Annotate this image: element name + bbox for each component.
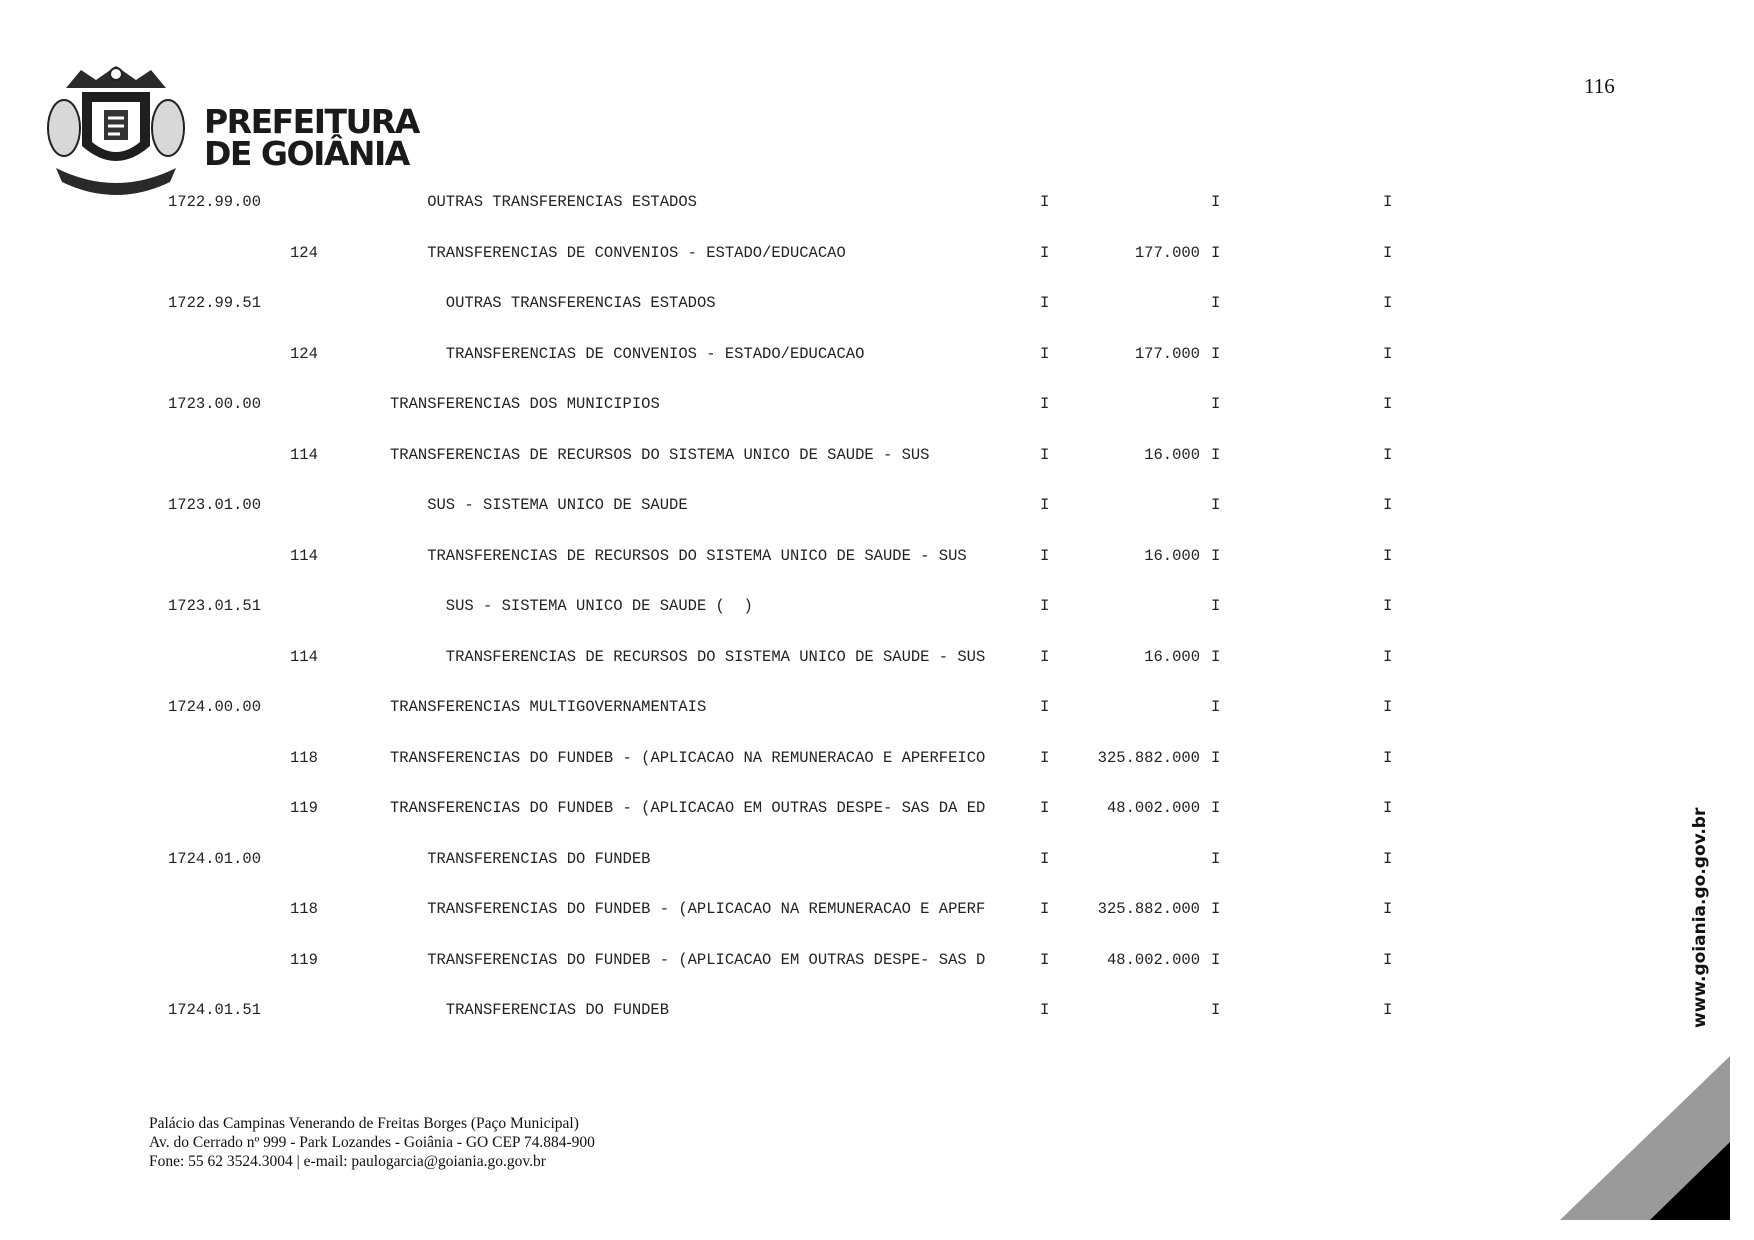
column-separator: I	[1383, 496, 1393, 514]
column-separator: I	[1040, 294, 1050, 312]
account-description: OUTRAS TRANSFERENCIAS ESTADOS	[427, 193, 697, 211]
table-row	[0, 749, 1420, 773]
column-separator: I	[1383, 395, 1393, 413]
corner-triangle-decoration	[1560, 1056, 1730, 1220]
account-code: 1722.99.00	[168, 193, 262, 211]
source-code: 118	[290, 748, 318, 767]
account-description: TRANSFERENCIAS DOS MUNICIPIOS	[390, 395, 660, 413]
column-separator: I	[1383, 243, 1393, 262]
table-row	[0, 698, 1420, 722]
header-logo	[36, 58, 419, 198]
table-row	[0, 1001, 1420, 1025]
footer-line-3: Fone: 55 62 3524.3004 | e-mail: paulogarcia@goiania.go.gov.br	[149, 1153, 546, 1170]
column-separator: I	[1383, 193, 1393, 211]
column-separator: I	[1211, 344, 1221, 363]
account-description: OUTRAS TRANSFERENCIAS ESTADOS	[445, 294, 716, 312]
page-number: 116	[1584, 74, 1615, 98]
column-separator: I	[1211, 546, 1221, 565]
column-separator: I	[1040, 1001, 1050, 1019]
logo-title-line2: DE GOIÂNIA	[204, 134, 409, 173]
account-code: 1723.01.51	[168, 597, 262, 615]
column-separator: I	[1040, 344, 1050, 363]
account-description: TRANSFERENCIAS DE RECURSOS DO SISTEMA UNICO DE SAUDE - SUS	[445, 647, 986, 666]
column-separator: I	[1211, 294, 1221, 312]
column-separator: I	[1211, 748, 1221, 767]
column-separator: I	[1383, 344, 1393, 363]
source-code: 119	[290, 950, 318, 969]
column-separator: I	[1383, 597, 1393, 615]
column-separator: I	[1040, 445, 1050, 464]
column-separator: I	[1211, 445, 1221, 464]
footer-address	[149, 1114, 595, 1171]
account-description: SUS - SISTEMA UNICO DE SAUDE ( )	[445, 597, 753, 615]
account-description: TRANSFERENCIAS DO FUNDEB - (APLICACAO EM OUTRAS DESPE- SAS DA ED	[390, 799, 986, 817]
footer-line-1: Palácio das Campinas Venerando de Freitas Borges (Paço Municipal)	[149, 1115, 579, 1132]
column-separator: I	[1040, 496, 1050, 514]
column-separator: I	[1040, 546, 1050, 565]
account-description: TRANSFERENCIAS DO FUNDEB	[427, 849, 651, 868]
account-code: 1723.00.00	[168, 395, 262, 413]
website-url: www.goiania.go.gov.br	[1690, 807, 1710, 1028]
source-code: 119	[290, 799, 318, 817]
column-separator: I	[1383, 900, 1393, 918]
table-row	[0, 951, 1420, 975]
account-code: 1722.99.51	[168, 294, 262, 312]
table-row	[0, 294, 1420, 318]
table-row	[0, 446, 1420, 470]
account-description: TRANSFERENCIAS DE CONVENIOS - ESTADO/EDUCACAO	[427, 243, 846, 262]
column-separator: I	[1211, 395, 1221, 413]
account-description: TRANSFERENCIAS DO FUNDEB	[445, 1001, 670, 1019]
column-separator: I	[1383, 748, 1393, 767]
column-separator: I	[1040, 748, 1050, 767]
column-separator: I	[1040, 698, 1050, 716]
column-separator: I	[1383, 1001, 1393, 1019]
column-separator: I	[1383, 950, 1393, 969]
table-row	[0, 850, 1420, 874]
column-separator: I	[1040, 849, 1050, 868]
city-seal-icon	[36, 58, 196, 198]
column-separator: I	[1211, 647, 1221, 666]
column-separator: I	[1211, 849, 1221, 868]
account-code: 1723.01.00	[168, 496, 262, 514]
source-code: 114	[290, 546, 318, 565]
column-separator: I	[1211, 698, 1221, 716]
column-separator: I	[1211, 799, 1221, 817]
account-description: TRANSFERENCIAS DE CONVENIOS - ESTADO/EDUCACAO	[445, 344, 865, 363]
table-row	[0, 799, 1420, 823]
source-code: 124	[290, 243, 318, 262]
amount-value: 16.000	[1144, 546, 1200, 565]
column-separator: I	[1211, 900, 1221, 918]
logo-title-line1: PREFEITURA	[204, 102, 419, 141]
table-row	[0, 597, 1420, 621]
amount-value: 177.000	[1134, 243, 1200, 262]
column-separator: I	[1211, 597, 1221, 615]
column-separator: I	[1383, 294, 1393, 312]
source-code: 114	[290, 445, 318, 464]
source-code: 118	[290, 900, 318, 918]
table-row	[0, 547, 1420, 571]
account-description: SUS - SISTEMA UNICO DE SAUDE	[427, 496, 688, 514]
column-separator: I	[1383, 546, 1393, 565]
table-row	[0, 395, 1420, 419]
account-description: TRANSFERENCIAS MULTIGOVERNAMENTAIS	[390, 698, 707, 716]
table-row	[0, 193, 1420, 217]
column-separator: I	[1211, 496, 1221, 514]
amount-value: 177.000	[1134, 344, 1200, 363]
column-separator: I	[1211, 1001, 1221, 1019]
account-code: 1724.01.51	[168, 1001, 262, 1019]
column-separator: I	[1383, 799, 1393, 817]
source-code: 124	[290, 344, 318, 363]
footer-line-2: Av. do Cerrado nº 999 - Park Lozandes - Goiânia - GO CEP 74.884-900	[149, 1134, 595, 1151]
table-row	[0, 648, 1420, 672]
column-separator: I	[1040, 395, 1050, 413]
amount-value: 16.000	[1144, 647, 1200, 666]
account-description: TRANSFERENCIAS DE RECURSOS DO SISTEMA UNICO DE SAUDE - SUS	[390, 445, 930, 464]
amount-value: 16.000	[1144, 445, 1200, 464]
account-description: TRANSFERENCIAS DO FUNDEB - (APLICACAO NA REMUNERACAO E APERF	[427, 900, 986, 918]
account-description: TRANSFERENCIAS DE RECURSOS DO SISTEMA UNICO DE SAUDE - SUS	[427, 546, 967, 565]
source-code: 114	[290, 647, 318, 666]
column-separator: I	[1040, 243, 1050, 262]
amount-value: 48.002.000	[1106, 950, 1200, 969]
column-separator: I	[1040, 647, 1050, 666]
table-row	[0, 900, 1420, 924]
account-code: 1724.00.00	[168, 698, 262, 716]
column-separator: I	[1040, 597, 1050, 615]
column-separator: I	[1040, 193, 1050, 211]
account-description: TRANSFERENCIAS DO FUNDEB - (APLICACAO EM OUTRAS DESPE- SAS D	[427, 950, 986, 969]
column-separator: I	[1211, 193, 1221, 211]
amount-value: 325.882.000	[1097, 748, 1200, 767]
account-description: TRANSFERENCIAS DO FUNDEB - (APLICACAO NA REMUNERACAO E APERFEICO	[390, 748, 986, 767]
column-separator: I	[1211, 243, 1221, 262]
amount-value: 48.002.000	[1106, 799, 1200, 817]
account-code: 1724.01.00	[168, 849, 262, 868]
column-separator: I	[1040, 900, 1050, 918]
table-row	[0, 496, 1420, 520]
amount-value: 325.882.000	[1097, 900, 1200, 918]
column-separator: I	[1383, 445, 1393, 464]
column-separator: I	[1383, 849, 1393, 868]
column-separator: I	[1040, 950, 1050, 969]
column-separator: I	[1040, 799, 1050, 817]
table-row	[0, 345, 1420, 369]
column-separator: I	[1211, 950, 1221, 969]
table-row	[0, 244, 1420, 268]
column-separator: I	[1383, 647, 1393, 666]
column-separator: I	[1383, 698, 1393, 716]
